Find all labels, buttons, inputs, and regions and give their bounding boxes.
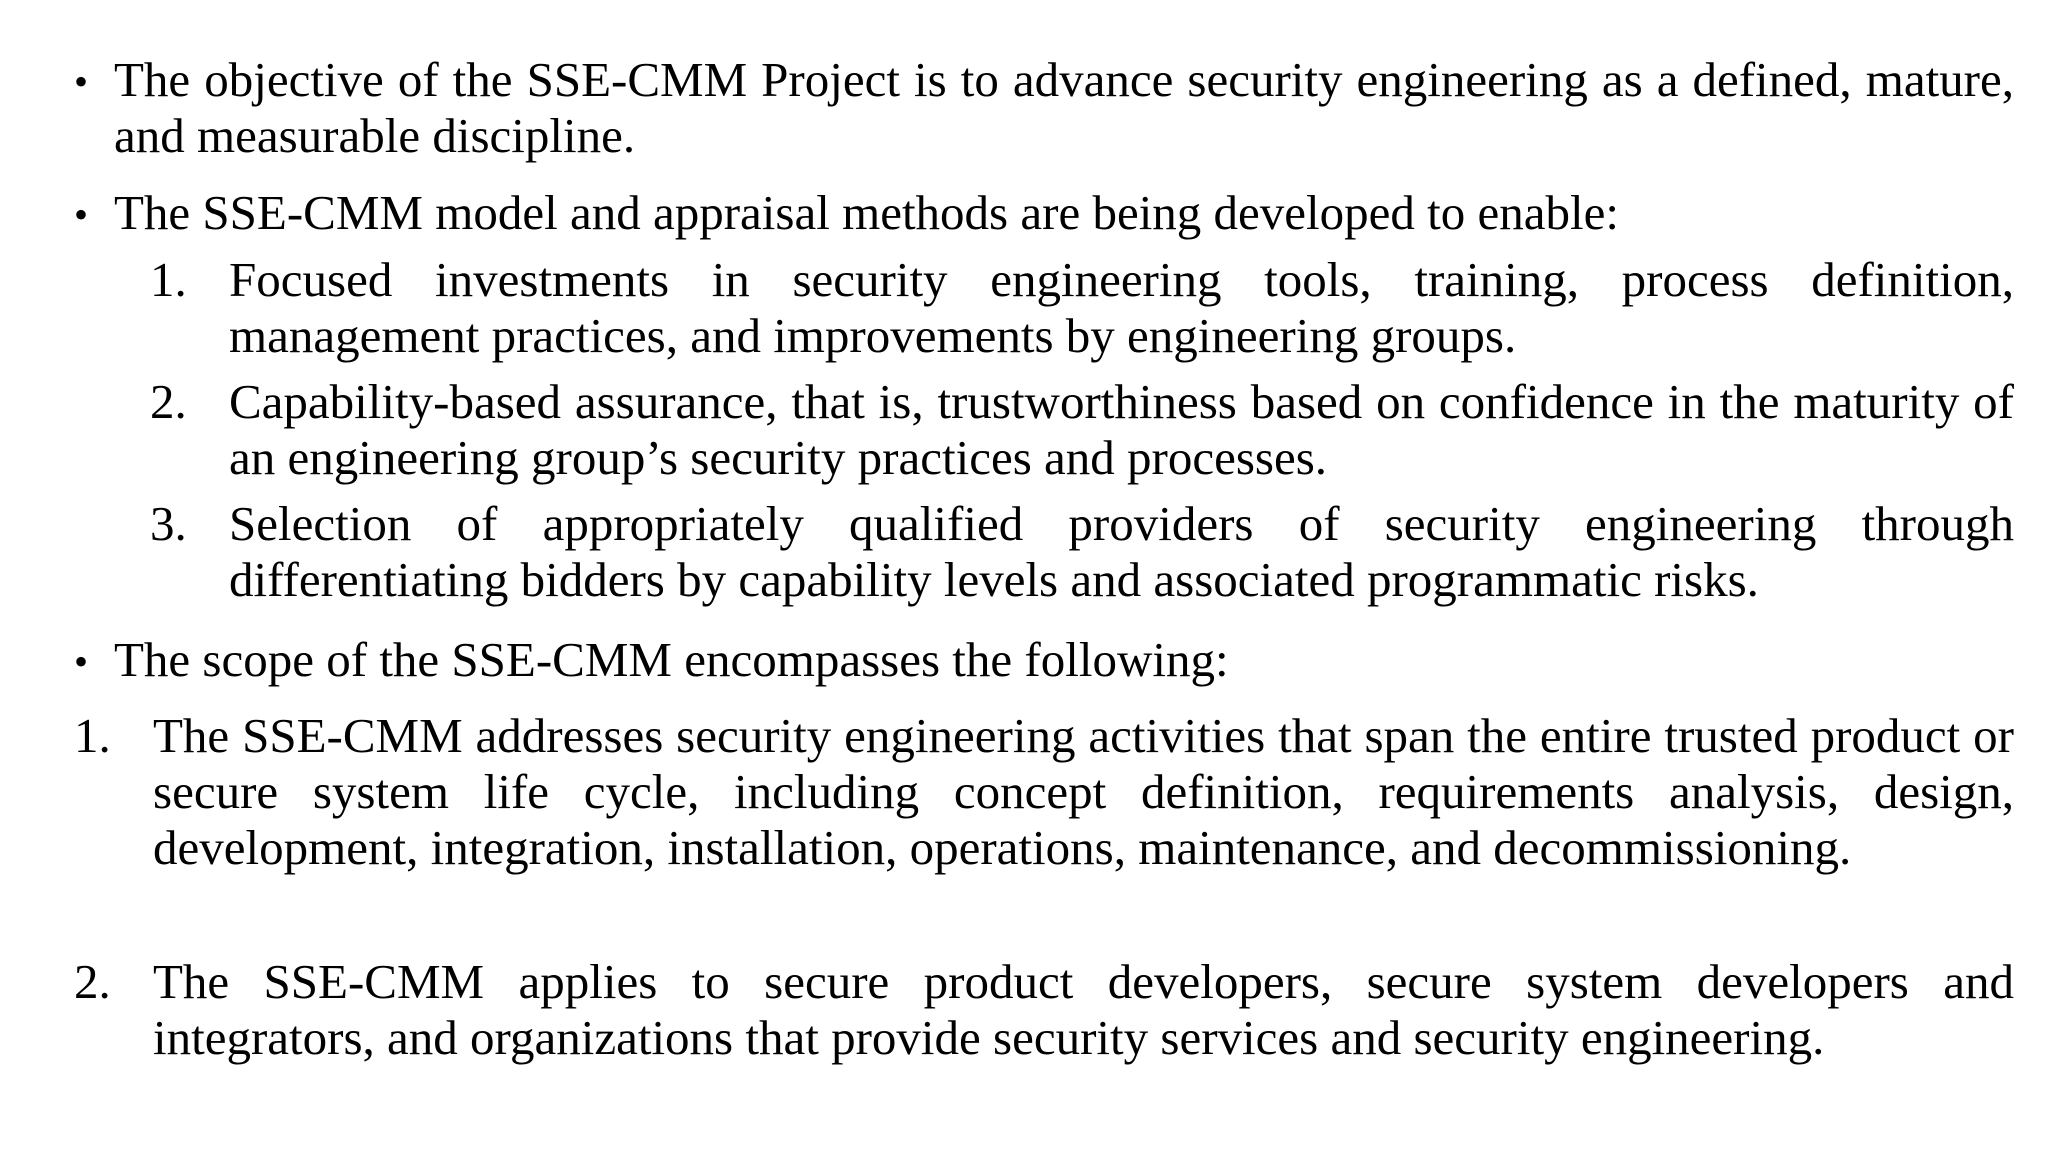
bullet-marker: •	[74, 59, 89, 104]
bullet-text: The SSE-CMM model and appraisal methods are being developed to enable:	[114, 185, 1620, 240]
item-text: Capability-based assurance, that is, trustworthiness based on confidence in the maturity of an engineering group’s security practices and processes.	[229, 374, 2014, 485]
enable-item	[150, 252, 2014, 364]
bullet-model	[74, 185, 2014, 241]
item-number: 3.	[150, 496, 187, 551]
bullet-scope	[74, 632, 2014, 688]
item-number: 1.	[150, 252, 187, 307]
bullet-text: The objective of the SSE-CMM Project is to advance security engineering as a defined, mature, and measurable discipline.	[114, 52, 2014, 163]
item-text: The SSE-CMM applies to secure product developers, secure system developers and integrators, and organizations that provide security services and security engineering.	[153, 954, 2014, 1065]
item-text: Selection of appropriately qualified providers of security engineering through differentiating bidders by capability levels and associated programmatic risks.	[229, 496, 2014, 607]
bullet-text: The scope of the SSE-CMM encompasses the following:	[114, 632, 1229, 687]
bullet-objective	[74, 52, 2014, 164]
enable-item	[150, 374, 2014, 486]
item-text: The SSE-CMM addresses security engineering activities that span the entire trusted product or secure system life cycle, including concept definition, requirements analysis, design, development, integration, installation, operations, maintenance, and decommissioning.	[153, 708, 2014, 875]
bullet-marker: •	[74, 639, 89, 684]
bullet-marker: •	[74, 192, 89, 237]
scope-item	[74, 708, 2014, 876]
item-number: 2.	[150, 374, 187, 429]
enable-item	[150, 496, 2014, 608]
scope-item	[74, 954, 2014, 1066]
item-text: Focused investments in security engineering tools, training, process definition, management practices, and improvements by engineering groups.	[229, 252, 2014, 363]
item-number: 1.	[74, 708, 111, 763]
item-number: 2.	[74, 954, 111, 1009]
